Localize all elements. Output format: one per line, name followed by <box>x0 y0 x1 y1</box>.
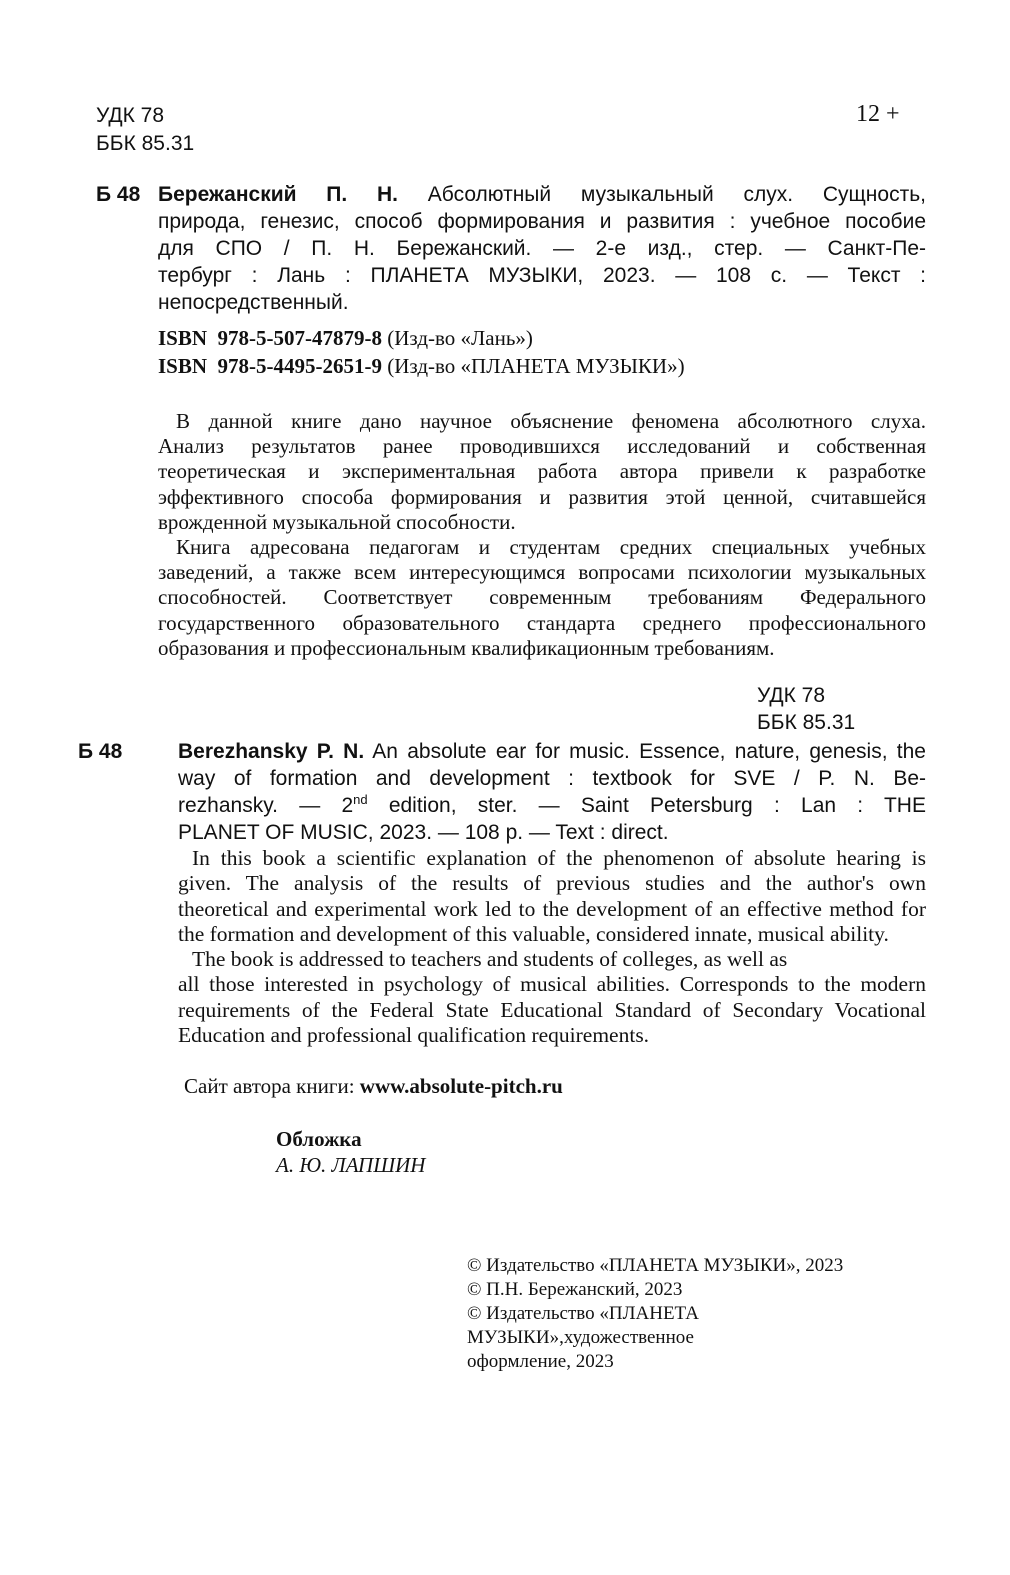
copyright-line: © П.Н. Бережанский, 2023 <box>467 1279 683 1300</box>
isbn-label: ISBN <box>158 326 208 350</box>
en-abstract <box>178 846 926 1048</box>
ru-abstract-line: Книга адресована педагогам и студентам средних специальных учебных <box>176 535 926 560</box>
ru-abstract-line: государственного образовательного стандарта среднего профессионального <box>158 610 926 635</box>
bbk-code: ББК 85.31 <box>96 132 195 155</box>
ru-abstract <box>158 409 926 661</box>
ru-record-line-2: природа, генезис, способ формирования и развития : учебное пособие <box>158 210 926 233</box>
isbn-number: 978-5-4495-2651-9 <box>217 354 383 378</box>
udk-code: УДК 78 <box>96 104 165 127</box>
en-record-line-1: Berezhansky P. N. An absolute ear for music. Essence, nature, genesis, the <box>178 740 926 763</box>
en-abstract-line: The book is addressed to teachers and students of colleges, as well as <box>192 947 788 972</box>
ru-abstract-line: заведений, а также всем интересующимся вопросами психологии музыкальных <box>158 560 926 585</box>
age-rating: 12 + <box>856 101 900 127</box>
cover-heading: Обложка <box>276 1127 362 1151</box>
ru-record-line-4: тербург : Лань : ПЛАНЕТА МУЗЫКИ, 2023. — 108 с. — Текст : <box>158 264 926 287</box>
copyright-block <box>467 1254 843 1374</box>
author-website <box>184 1074 563 1099</box>
ru-abstract-line: эффективного способа формирования и развития этой ценной, считавшейся <box>158 484 926 509</box>
en-abstract-line: requirements of the Federal State Educational Standard of Secondary Vocational <box>178 997 926 1022</box>
en-record-author: Berezhansky P. N. <box>178 740 365 763</box>
isbn-line-2 <box>158 354 685 379</box>
ru-abstract-line: теоретическая и экспериментальная работа автора привели к разработке <box>158 459 926 484</box>
ru-abstract-line: Анализ результатов ранее проводившихся исследований и собственная <box>158 434 926 459</box>
ru-record-author: Бережанский П. Н. <box>158 183 398 206</box>
isbn-line-1 <box>158 326 533 351</box>
en-bbk-code: ББК 85.31 <box>757 711 856 734</box>
website-label: Сайт автора книги: <box>184 1074 355 1098</box>
ru-record-line-5: непосредственный. <box>158 291 349 314</box>
ru-abstract-line: образования и профессиональным квалификационным требованиям. <box>158 635 775 660</box>
en-abstract-line: given. The analysis of the results of previous studies and the author's own <box>178 871 926 896</box>
ru-record <box>158 181 926 316</box>
en-record-line-3: rezhansky. — 2nd edition, ster. — Saint Petersburg : Lan : THE <box>178 792 926 817</box>
en-record-code: Б 48 <box>78 740 123 763</box>
en-record-line-2: way of formation and development : textbook for SVE / P. N. Be- <box>178 767 926 790</box>
copyright-line: © Издательство «ПЛАНЕТА МУЗЫКИ», 2023 <box>467 1255 844 1276</box>
ru-record-line-1: Бережанский П. Н. Абсолютный музыкальный слух. Сущность, <box>158 183 926 206</box>
copyright-line: © Издательство «ПЛАНЕТА <box>467 1303 699 1324</box>
isbn-label: ISBN <box>158 354 208 378</box>
ru-abstract-line: врожденной музыкальной способности. <box>158 509 516 534</box>
en-abstract-line: Education and professional qualification requirements. <box>178 1023 650 1048</box>
en-abstract-line: theoretical and experimental work led to the development of an effective method for <box>178 896 926 921</box>
ru-record-line-3: для СПО / П. Н. Бережанский. — 2-е изд., стер. — Санкт-Пе- <box>158 237 926 260</box>
en-udk-code: УДК 78 <box>757 684 826 707</box>
en-record <box>178 738 926 846</box>
isbn-number: 978-5-507-47879-8 <box>217 326 383 350</box>
copyright-line: оформление, 2023 <box>467 1351 614 1372</box>
en-record-line-4: PLANET OF MUSIC, 2023. — 108 p. — Text : direct. <box>178 821 669 844</box>
en-abstract-line: the formation and development of this valuable, considered innate, musical ability. <box>178 921 889 946</box>
copyright-line: МУЗЫКИ»,художественное <box>467 1327 694 1348</box>
ru-abstract-line: В данной книге дано научное объяснение феномена абсолютного слуха. <box>176 409 926 433</box>
website-link[interactable]: www.absolute-pitch.ru <box>359 1074 563 1098</box>
ru-record-code: Б 48 <box>96 183 141 206</box>
en-abstract-line: all those interested in psychology of musical abilities. Corresponds to the modern <box>178 972 926 997</box>
cover-artist: А. Ю. ЛАПШИН <box>276 1153 426 1177</box>
ru-abstract-line: способностей. Соответствует современным требованиям Федерального <box>158 585 926 610</box>
isbn-publisher: (Изд-во «ПЛАНЕТА МУЗЫКИ») <box>387 354 685 378</box>
isbn-publisher: (Изд-во «Лань») <box>387 326 533 350</box>
en-abstract-line: In this book a scientific explanation of the phenomenon of absolute hearing is <box>192 846 926 870</box>
